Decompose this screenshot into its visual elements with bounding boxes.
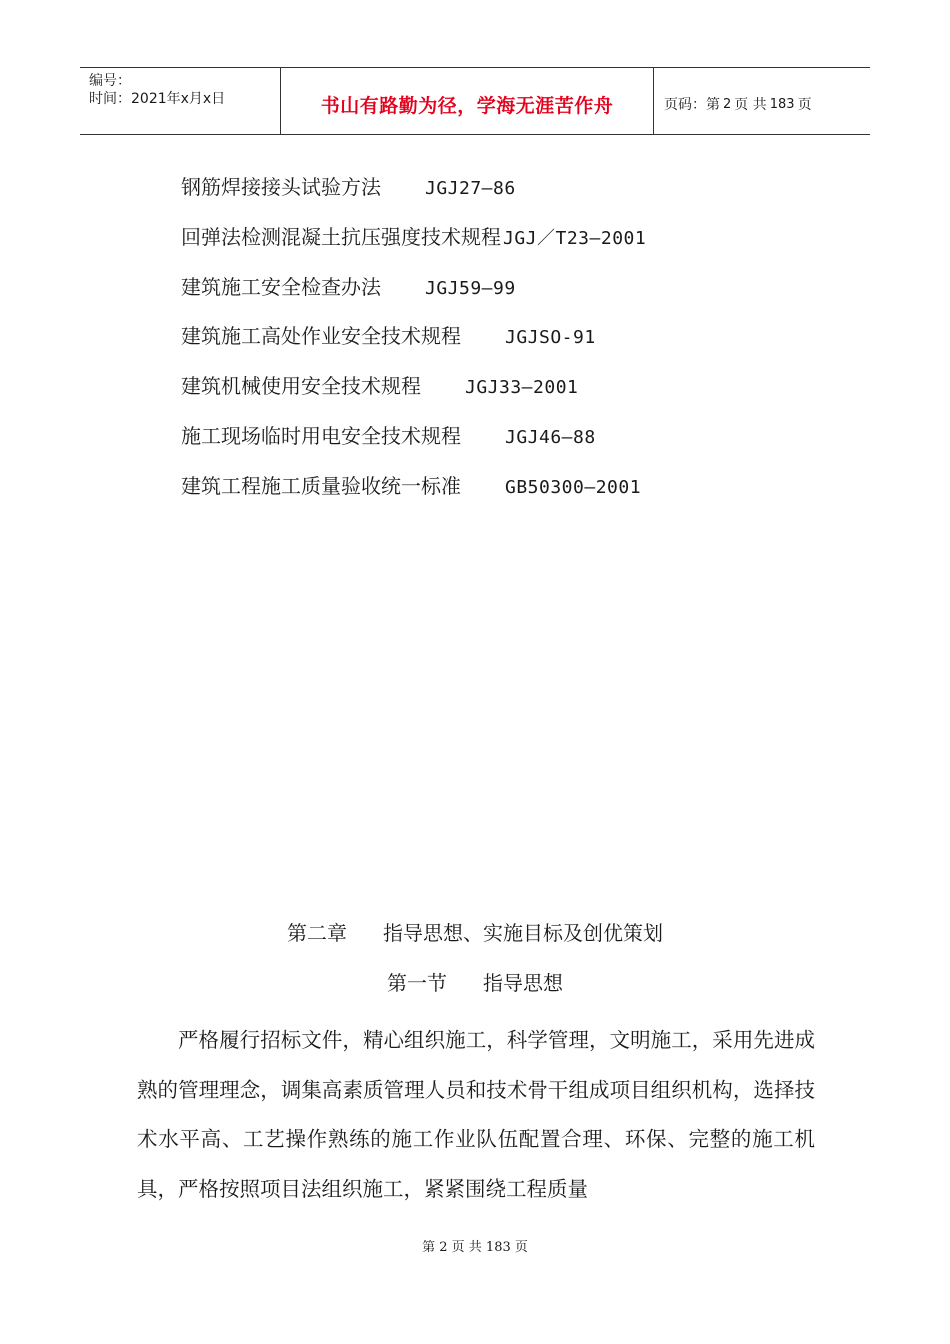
page-header bbox=[80, 67, 870, 135]
standard-item bbox=[181, 471, 821, 521]
standard-code: JGJ27—86 bbox=[425, 178, 516, 199]
standard-item bbox=[181, 371, 821, 421]
standard-item bbox=[181, 272, 821, 322]
standard-name: 建筑机械使用安全技术规程 bbox=[181, 374, 421, 399]
standard-code: JGJ46—88 bbox=[505, 426, 596, 448]
standard-code: JGJSO-91 bbox=[505, 327, 596, 349]
chapter-number: 第二章 bbox=[287, 921, 347, 945]
page-prefix: 页码：第 bbox=[664, 97, 720, 113]
header-motto: 书山有路勤为径，学海无涯苦作舟 bbox=[320, 94, 614, 117]
date-label: 时间：2021年x月x日 bbox=[89, 91, 226, 107]
standard-code: GB50300—2001 bbox=[505, 476, 642, 498]
standard-item bbox=[181, 321, 821, 371]
standard-code: JGJ59—99 bbox=[425, 277, 516, 299]
header-meta-cell bbox=[80, 68, 281, 134]
section-heading bbox=[0, 967, 950, 996]
chapter-title: 指导思想、实施目标及创优策划 bbox=[383, 921, 663, 945]
standard-code: JGJ／T23—2001 bbox=[503, 227, 647, 249]
standard-item bbox=[181, 172, 821, 222]
standard-item bbox=[181, 421, 821, 471]
body-paragraph: 严格履行招标文件，精心组织施工，科学管理，文明施工，采用先进成熟的管理理念，调集高素质管理人员和技术骨干组成项目组织机构，选择技术水平高、工艺操作熟练的施工作业队伍配置合理、环保、完整的施工机具，严格按照项目法组织施工，紧紧围绕工程质量 bbox=[137, 1028, 815, 1201]
page-suffix: 页 bbox=[797, 97, 812, 113]
section-number: 第一节 bbox=[387, 971, 447, 995]
standard-name: 建筑施工安全检查办法 bbox=[181, 274, 381, 299]
page-footer: 第 2 页 共 183 页 bbox=[422, 1240, 528, 1255]
standard-item bbox=[181, 222, 821, 272]
standard-name: 钢筋焊接接头试验方法 bbox=[181, 175, 381, 199]
header-motto-cell bbox=[281, 68, 654, 134]
standard-name: 回弹法检测混凝土抗压强度技术规程 bbox=[181, 224, 501, 249]
page-current: 2 bbox=[723, 96, 732, 112]
page-total: 183 bbox=[769, 96, 795, 112]
standard-name: 施工现场临时用电安全技术规程 bbox=[181, 423, 461, 448]
header-page-cell bbox=[654, 68, 870, 134]
standard-name: 建筑施工高处作业安全技术规程 bbox=[181, 324, 461, 349]
page-mid: 页 共 bbox=[734, 97, 767, 113]
standard-name: 建筑工程施工质量验收统一标准 bbox=[181, 473, 461, 498]
section-title: 指导思想 bbox=[483, 971, 563, 995]
standards-list bbox=[181, 172, 821, 521]
standard-code: JGJ33—2001 bbox=[465, 377, 579, 399]
chapter-heading bbox=[0, 917, 950, 946]
serial-label: 编号： bbox=[89, 73, 131, 89]
